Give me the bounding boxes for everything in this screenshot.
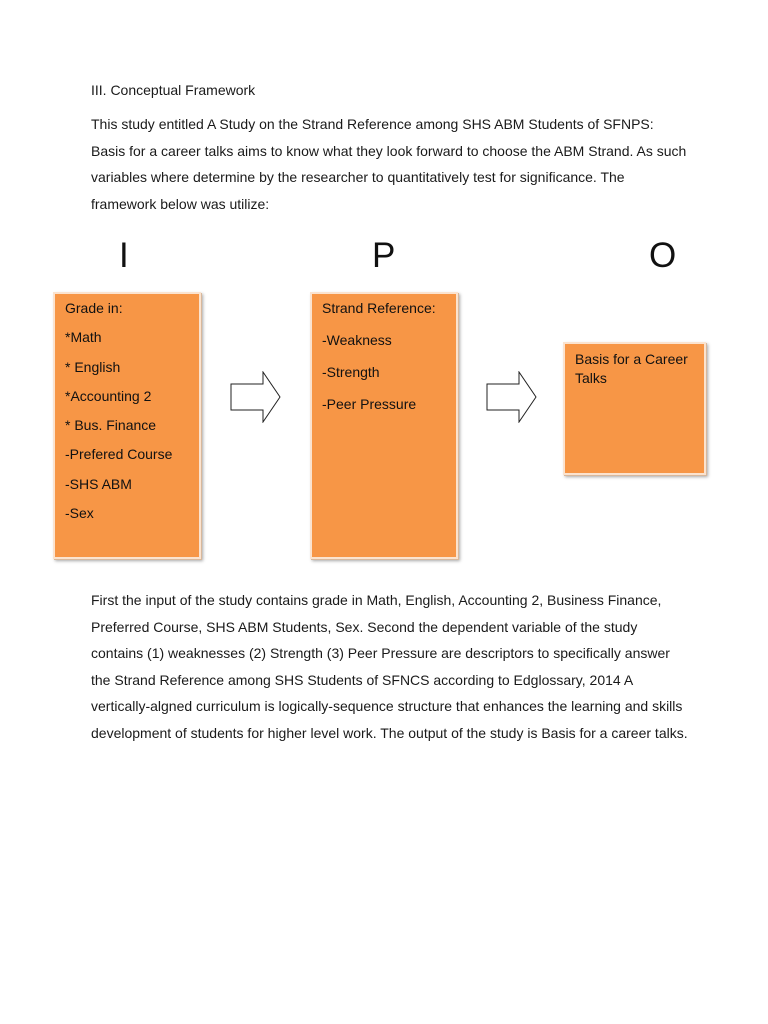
input-item-sex: -Sex bbox=[65, 505, 94, 522]
ipo-label-process: P bbox=[372, 236, 396, 275]
input-box-list bbox=[65, 328, 189, 522]
ipo-label-input: I bbox=[119, 236, 129, 275]
process-box-title: Strand Reference: bbox=[322, 300, 436, 316]
input-box bbox=[53, 292, 201, 559]
ipo-label-output: O bbox=[649, 236, 677, 275]
input-item-math: *Math bbox=[65, 329, 102, 346]
output-box bbox=[563, 342, 706, 475]
arrow-right-icon bbox=[230, 371, 282, 423]
body-paragraph: First the input of the study contains grade in Math, English, Accounting 2, Business Finance, Preferred Course, SHS ABM Students, Sex. Second the dependent variable of the study contains (1) weaknesses (2) Strength (3) Peer Pressure are descriptors to specifically answer the Strand Reference among SHS Students of SFNCS according to Edglossary, 2014 A vertically-algned curriculum is logically-sequence structure that enhances the learning and skills development of students for higher level work. The output of the study is Basis for a career talks. bbox=[91, 592, 688, 741]
process-box-list bbox=[322, 331, 446, 413]
input-box-title: Grade in: bbox=[65, 300, 123, 316]
process-box bbox=[310, 292, 458, 559]
arrow-right-icon bbox=[486, 371, 538, 423]
input-item-bus-finance: * Bus. Finance bbox=[65, 417, 157, 434]
input-item-shs-abm: -SHS ABM bbox=[65, 475, 132, 492]
input-item-prefered-course: -Prefered Course bbox=[65, 446, 173, 463]
input-item-english: * English bbox=[65, 358, 121, 375]
process-item-peer-pressure: -Peer Pressure bbox=[322, 396, 417, 412]
section-heading: III. Conceptual Framework bbox=[91, 82, 256, 98]
intro-paragraph: This study entitled A Study on the Strand Reference among SHS ABM Students of SFNPS: Basis for a career talks aims to know what they look forward to choose the ABM Strand. As such variables where determine by the researcher to quantitatively test for significance. The framework below was utilize: bbox=[91, 116, 687, 212]
output-box-title: Basis for a Career Talks bbox=[575, 351, 688, 386]
process-item-strength: -Strength bbox=[322, 364, 380, 380]
input-item-accounting: *Accounting 2 bbox=[65, 387, 152, 404]
process-item-weakness: -Weakness bbox=[322, 332, 392, 348]
